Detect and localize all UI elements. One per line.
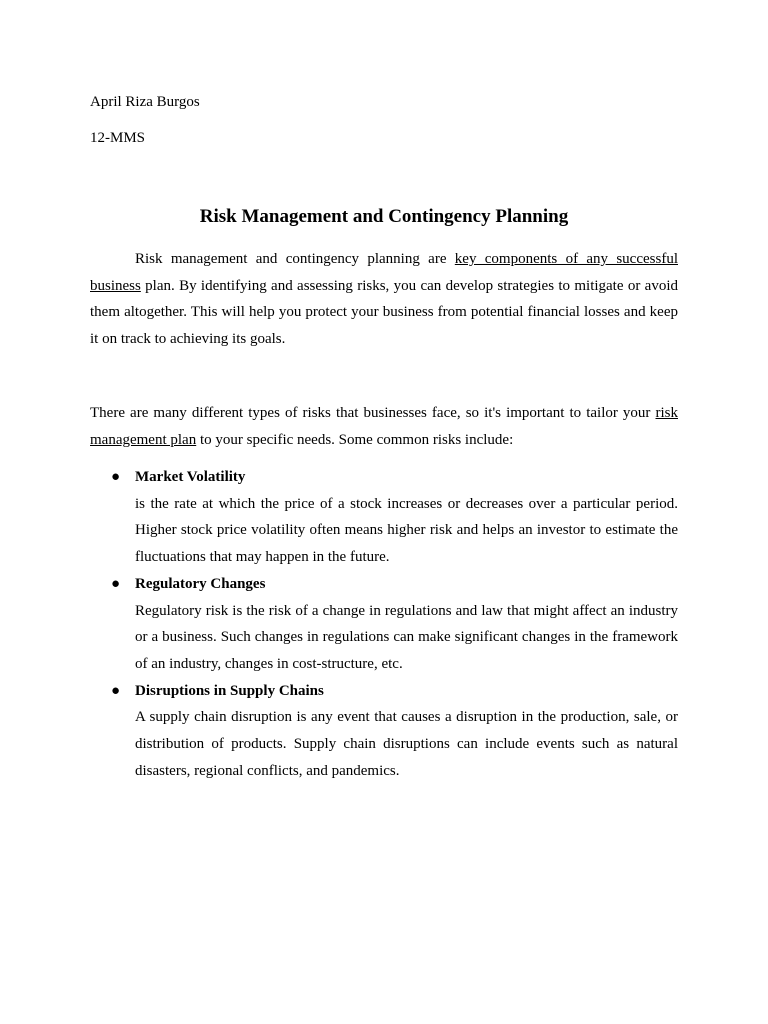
- risk-types-paragraph: [90, 400, 678, 453]
- list-item: [90, 464, 678, 571]
- bullet-icon: ●: [111, 575, 121, 592]
- risk-name: Disruptions in Supply Chains: [135, 682, 324, 699]
- risk-description: Regulatory risk is the risk of a change in regulations and law that might affect an industry or a business. Such changes in regulations can make significant changes in the framework of an industry, changes in cost-structure, etc.: [135, 602, 678, 672]
- intro-text-before: Risk management and contingency planning are: [135, 251, 455, 267]
- intro-underlined-phrase: key components of any successful business: [90, 251, 678, 294]
- risk-name: Regulatory Changes: [135, 575, 266, 592]
- risk-list: [90, 464, 678, 784]
- author-name: April Riza Burgos: [90, 94, 200, 110]
- list-item: [90, 571, 678, 678]
- list-item: [90, 678, 678, 785]
- risk-name: Market Volatility: [135, 469, 246, 485]
- risk-description: A supply chain disruption is any event that causes a disruption in the production, sale, or distribution of products. Supply chain disruptions can include events such as natural disasters, regional conflicts, and pandemics.: [135, 709, 678, 779]
- document-title: Risk Management and Contingency Planning: [199, 206, 569, 227]
- section-label: 12-MMS: [90, 130, 146, 146]
- risk-types-text-after: to your specific needs. Some common risks include:: [196, 431, 514, 448]
- intro-paragraph: [90, 246, 678, 353]
- risk-description: is the rate at which the price of a stock increases or decreases over a particular period. Higher stock price volatility often means higher risk and helps an investor to estimate the fluctuations that may happen in the future.: [135, 495, 678, 566]
- bullet-icon: ●: [111, 469, 121, 485]
- intro-text-after: plan. By identifying and assessing risks, you can develop strategies to mitigate or avoid them altogether. This will help you protect your business from potential financial losses and keep it on track to achieving its goals.: [90, 277, 678, 348]
- risk-types-text-before: There are many different types of risks that businesses face, so it's important to tailor your: [90, 405, 656, 421]
- bullet-icon: ●: [111, 682, 121, 699]
- risk-types-underlined-phrase: risk management plan: [90, 405, 678, 448]
